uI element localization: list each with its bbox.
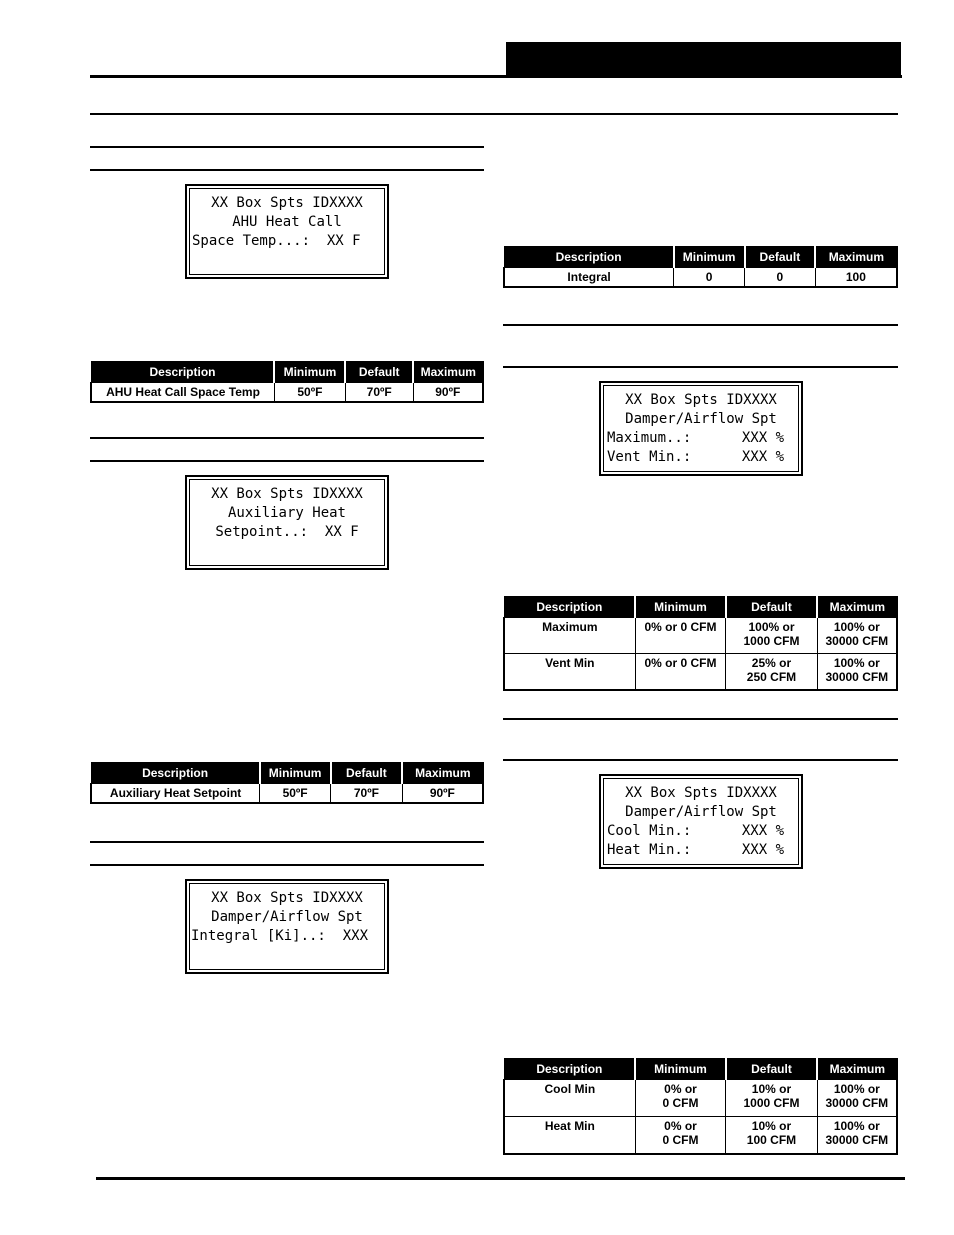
section-rule — [90, 437, 484, 439]
col-header: Default — [726, 1059, 817, 1080]
cell: 100 — [815, 268, 897, 288]
cell: 100% or 30000 CFM — [817, 1117, 897, 1154]
col-header: Default — [331, 763, 403, 784]
lcd-line: Setpoint..: XX F — [215, 524, 359, 540]
section-rule — [90, 460, 484, 462]
section-rule — [90, 146, 484, 148]
cell: 10% or 100 CFM — [726, 1117, 817, 1154]
table-row — [504, 1080, 897, 1117]
lcd-line: XX Box Spts IDXXXX — [211, 195, 363, 211]
section-rule — [503, 759, 898, 761]
cell: 90ºF — [402, 784, 483, 804]
col-header: Maximum — [817, 597, 897, 618]
lcd-line: Damper/Airflow Spt — [625, 804, 777, 820]
cell: 50ºF — [260, 784, 331, 804]
table-row — [91, 784, 483, 804]
lcd-line: XX Box Spts IDXXXX — [211, 486, 363, 502]
col-header: Minimum — [635, 597, 726, 618]
cell: AHU Heat Call Space Temp — [91, 383, 274, 403]
col-header: Maximum — [402, 763, 483, 784]
col-header: Maximum — [413, 362, 483, 383]
lcd-screen-integral — [185, 879, 389, 974]
cell: 90ºF — [413, 383, 483, 403]
table-auxiliary-heat — [90, 762, 484, 804]
col-header: Maximum — [815, 247, 897, 268]
lcd-line: Maximum..: XXX % — [607, 430, 785, 446]
cell: Cool Min — [504, 1080, 635, 1117]
section-rule — [503, 366, 898, 368]
lcd-line: Integral [Ki]..: XXX — [191, 928, 369, 944]
cell: 50ºF — [274, 383, 345, 403]
lcd-line: Auxiliary Heat — [227, 505, 346, 521]
table-row — [504, 618, 897, 654]
cell: Vent Min — [504, 654, 635, 690]
lcd-line: Heat Min.: XXX % — [607, 842, 785, 858]
table-max-vent — [503, 596, 898, 691]
cell: Heat Min — [504, 1117, 635, 1154]
cell: 0% or 0 CFM — [635, 1117, 726, 1154]
table-row — [504, 654, 897, 690]
cell: 70ºF — [331, 784, 403, 804]
lcd-screen-max-vent — [599, 381, 803, 476]
col-header: Default — [345, 362, 413, 383]
lcd-line: XX Box Spts IDXXXX — [625, 785, 777, 801]
cell: Integral — [504, 268, 674, 288]
col-header: Default — [745, 247, 816, 268]
cell: 100% or 30000 CFM — [817, 1080, 897, 1117]
header-rule — [90, 75, 902, 78]
cell: 0% or 0 CFM — [635, 654, 726, 690]
col-header: Maximum — [817, 1059, 897, 1080]
col-header: Description — [91, 763, 260, 784]
lcd-line: XX Box Spts IDXXXX — [625, 392, 777, 408]
section-rule — [90, 841, 484, 843]
cell: 100% or 30000 CFM — [817, 618, 897, 654]
table-row — [504, 268, 897, 288]
cell: 25% or 250 CFM — [726, 654, 817, 690]
col-header: Description — [504, 597, 635, 618]
col-header: Description — [91, 362, 274, 383]
lcd-line: Vent Min.: XXX % — [607, 449, 785, 465]
col-header: Minimum — [635, 1059, 726, 1080]
col-header: Description — [504, 1059, 635, 1080]
section-rule — [503, 324, 898, 326]
cell: Maximum — [504, 618, 635, 654]
col-header: Description — [504, 247, 674, 268]
lcd-line: Damper/Airflow Spt — [625, 411, 777, 427]
col-header: Default — [726, 597, 817, 618]
table-cool-heat-min — [503, 1058, 898, 1155]
header-tab-block — [506, 42, 901, 77]
table-row — [504, 1117, 897, 1154]
lcd-line: Space Temp...: XX F — [192, 233, 361, 249]
lcd-screen-auxiliary-heat — [185, 475, 389, 570]
col-header: Minimum — [260, 763, 331, 784]
table-row — [91, 383, 483, 403]
cell: 100% or 30000 CFM — [817, 654, 897, 690]
section-top-rule — [90, 113, 898, 115]
cell: 0% or 0 CFM — [635, 1080, 726, 1117]
cell: 0% or 0 CFM — [635, 618, 726, 654]
lcd-line: Cool Min.: XXX % — [607, 823, 785, 839]
section-rule — [503, 718, 898, 720]
cell: 10% or 1000 CFM — [726, 1080, 817, 1117]
lcd-screen-ahu-heat-call — [185, 184, 389, 279]
cell: 0 — [674, 268, 745, 288]
col-header: Minimum — [274, 362, 345, 383]
table-integral — [503, 246, 898, 288]
lcd-line: AHU Heat Call — [232, 214, 342, 230]
lcd-line: Damper/Airflow Spt — [211, 909, 363, 925]
section-rule — [90, 864, 484, 866]
footer-rule — [96, 1177, 905, 1180]
lcd-line: XX Box Spts IDXXXX — [211, 890, 363, 906]
table-ahu-heat-call — [90, 361, 484, 403]
cell: 70ºF — [345, 383, 413, 403]
col-header: Minimum — [674, 247, 745, 268]
cell: 0 — [745, 268, 816, 288]
cell: 100% or 1000 CFM — [726, 618, 817, 654]
cell: Auxiliary Heat Setpoint — [91, 784, 260, 804]
lcd-screen-cool-heat-min — [599, 774, 803, 869]
section-rule — [90, 169, 484, 171]
